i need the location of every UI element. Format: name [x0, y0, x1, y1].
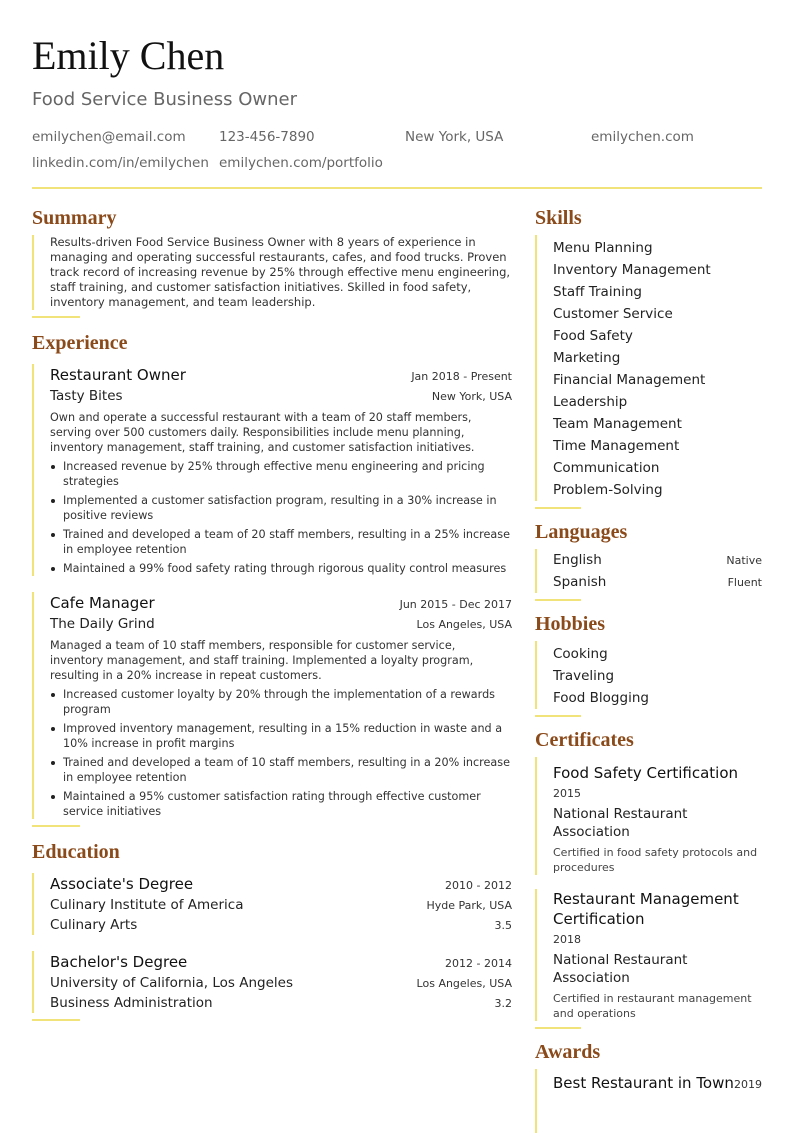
school-location: Hyde Park, USA — [426, 899, 512, 912]
job-company: Tasty Bites — [50, 388, 123, 404]
certificate-entry — [535, 889, 762, 1021]
header-divider — [32, 187, 762, 189]
skill-item: Menu Planning — [553, 240, 653, 256]
education-heading: Education — [32, 841, 120, 863]
hobby-item: Cooking — [553, 646, 608, 662]
certificate-year: 2015 — [553, 787, 581, 800]
certificates-section — [535, 727, 762, 1029]
award-year: 2019 — [734, 1078, 762, 1091]
main-column — [32, 205, 512, 1031]
language-level: Native — [726, 554, 762, 567]
degree-name: Bachelor's Degree — [50, 953, 188, 971]
experience-heading: Experience — [32, 332, 128, 354]
hobbies-heading: Hobbies — [535, 613, 606, 635]
award-item — [553, 1073, 762, 1093]
experience-entry — [32, 364, 512, 576]
certificate-issuer: National Restaurant Association — [553, 806, 688, 840]
field-of-study: Culinary Arts — [50, 917, 138, 933]
job-dates: Jun 2015 - Dec 2017 — [399, 598, 512, 611]
experience-section — [32, 330, 512, 827]
job-dates: Jan 2018 - Present — [411, 370, 512, 383]
skills-heading: Skills — [535, 207, 582, 229]
contact-linkedin[interactable]: linkedin.com/in/emilychen — [32, 155, 209, 171]
summary-section — [32, 205, 512, 318]
education-entry — [32, 873, 512, 935]
section-divider — [535, 715, 581, 717]
contact-info — [32, 128, 762, 176]
gpa: 3.2 — [494, 997, 512, 1010]
section-divider — [32, 1019, 80, 1021]
skill-item: Inventory Management — [553, 262, 711, 278]
job-achievements — [50, 687, 512, 819]
certificate-entry — [535, 757, 762, 875]
field-of-study: Business Administration — [50, 995, 213, 1011]
contact-email[interactable]: emilychen@email.com — [32, 129, 186, 145]
education-dates: 2010 - 2012 — [445, 879, 512, 892]
school-name: Culinary Institute of America — [50, 897, 244, 913]
hobby-item: Traveling — [553, 668, 615, 684]
degree-name: Associate's Degree — [50, 875, 194, 893]
education-dates: 2012 - 2014 — [445, 957, 512, 970]
language-name: Spanish — [553, 574, 607, 590]
languages-section — [535, 519, 762, 601]
achievement-item: Increased customer loyalty by 20% through the implementation of a rewards program — [50, 687, 512, 717]
language-name: English — [553, 552, 602, 568]
hobby-item: Food Blogging — [553, 690, 649, 706]
achievement-item: Trained and developed a team of 10 staff members, resulting in a 20% increase in employee retention — [50, 755, 512, 785]
awards-section — [535, 1039, 762, 1133]
experience-entry — [32, 592, 512, 819]
section-divider — [535, 599, 581, 601]
skill-item: Team Management — [553, 416, 682, 432]
languages-heading: Languages — [535, 521, 628, 543]
section-divider — [32, 316, 80, 318]
skill-item: Staff Training — [553, 284, 642, 300]
school-location: Los Angeles, USA — [416, 977, 512, 990]
job-description: Own and operate a successful restaurant with a team of 20 staff members, serving over 500 customers daily. Responsibilities include menu planning, inventory management, staff training, and customer satisfaction initiatives. — [50, 411, 475, 454]
achievement-item: Increased revenue by 25% through effective menu engineering and pricing strategies — [50, 459, 512, 489]
skill-item: Time Management — [553, 438, 680, 454]
language-item — [553, 571, 762, 593]
skill-item: Financial Management — [553, 372, 706, 388]
achievement-item: Maintained a 99% food safety rating through rigorous quality control measures — [50, 561, 512, 576]
awards-heading: Awards — [535, 1041, 601, 1063]
certificate-year: 2018 — [553, 933, 581, 946]
certificate-issuer: National Restaurant Association — [553, 952, 688, 986]
sidebar-column — [535, 205, 762, 1133]
achievement-item: Maintained a 95% customer satisfaction rating through effective customer service initiatives — [50, 789, 512, 819]
contact-portfolio[interactable]: emilychen.com/portfolio — [219, 155, 383, 171]
skills-section — [535, 205, 762, 509]
gpa: 3.5 — [494, 919, 512, 932]
education-entry — [32, 951, 512, 1013]
job-title: Cafe Manager — [50, 594, 155, 612]
job-company: The Daily Grind — [50, 616, 155, 632]
contact-location: New York, USA — [405, 129, 504, 145]
skill-item: Leadership — [553, 394, 628, 410]
award-name: Best Restaurant in Town — [553, 1074, 734, 1092]
skill-item: Communication — [553, 460, 660, 476]
contact-phone[interactable]: 123-456-7890 — [219, 129, 315, 145]
hobbies-section — [535, 611, 762, 717]
certificate-name: Restaurant Management Certification — [553, 890, 739, 928]
education-section — [32, 839, 512, 1021]
contact-website[interactable]: emilychen.com — [591, 129, 694, 145]
job-title: Restaurant Owner — [50, 366, 186, 384]
candidate-name: Emily Chen — [32, 33, 225, 78]
job-achievements — [50, 459, 512, 576]
certificate-description: Certified in food safety protocols and procedures — [553, 846, 758, 874]
skill-item: Marketing — [553, 350, 621, 366]
certificates-heading: Certificates — [535, 729, 634, 751]
certificate-description: Certified in restaurant management and operations — [553, 992, 752, 1020]
achievement-item: Implemented a customer satisfaction program, resulting in a 30% increase in positive reviews — [50, 493, 512, 523]
job-location: New York, USA — [431, 390, 512, 403]
job-description: Managed a team of 10 staff members, responsible for customer service, inventory management, and staff training. Implemented a loyalty program, resulting in a 20% increase in repeat customers. — [50, 639, 474, 682]
achievement-item: Trained and developed a team of 20 staff members, resulting in a 25% increase in employee retention — [50, 527, 512, 557]
school-name: University of California, Los Angeles — [50, 975, 294, 991]
skill-item: Problem-Solving — [553, 482, 663, 498]
summary-heading: Summary — [32, 207, 117, 229]
section-divider — [535, 507, 581, 509]
language-level: Fluent — [727, 576, 762, 589]
skill-item: Customer Service — [553, 306, 673, 322]
candidate-title: Food Service Business Owner — [32, 89, 297, 110]
section-divider — [32, 825, 80, 827]
certificate-name: Food Safety Certification — [553, 764, 739, 782]
achievement-item: Improved inventory management, resulting in a 15% reduction in waste and a 10% increase in profit margins — [50, 721, 512, 751]
skill-item: Food Safety — [553, 328, 633, 344]
summary-text: Results-driven Food Service Business Owner with 8 years of experience in managing and operating successful restaurants, cafes, and food trucks. Proven track record of increasing revenue by 25% through effective menu engineering, staff training, and customer satisfaction initiatives. Skilled in food safety, inventory management, and team leadership. — [50, 235, 511, 309]
job-location: Los Angeles, USA — [416, 618, 512, 631]
section-divider — [535, 1027, 581, 1029]
language-item — [553, 549, 762, 571]
